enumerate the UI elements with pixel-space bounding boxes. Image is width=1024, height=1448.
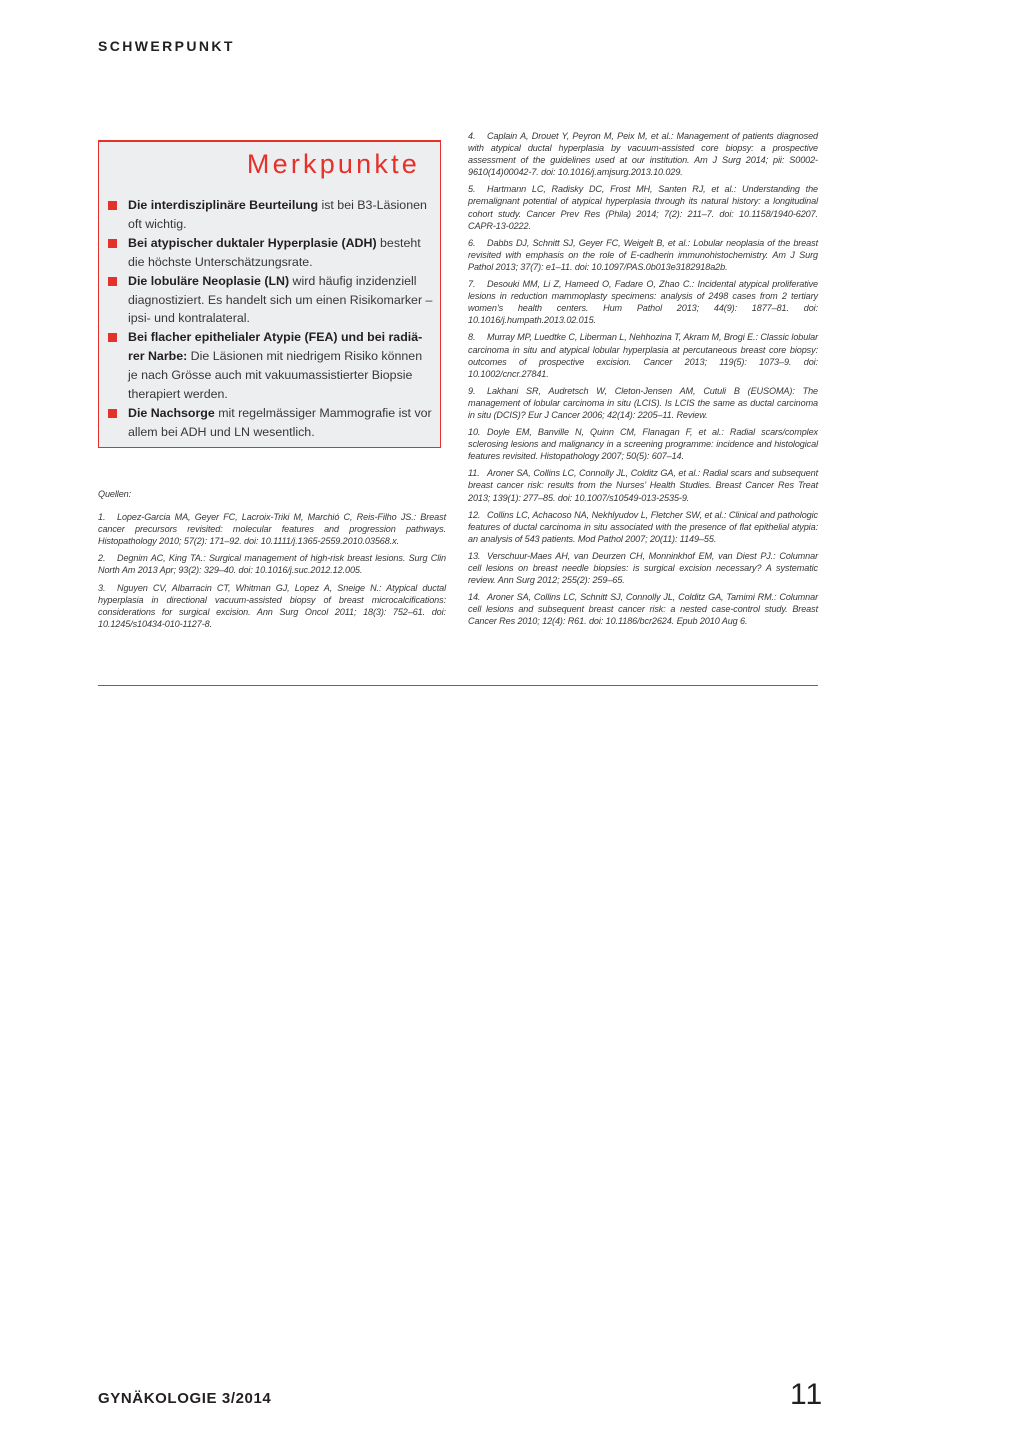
reference-text: Caplain A, Drouet Y, Peyron M, Peix M, et al.: Management of patients diagnosed with atypical ductal hyperplasia by vacuum-assisted core biopsy: a prospective assessment of the guidelines used at our institution. Am J Surg 2014; pii: S0002-9610(14)00042-7. doi: 10.1016/j.amjsurg.2013.10.029. bbox=[468, 131, 818, 178]
reference-item bbox=[468, 183, 818, 231]
merkpunkt-text: Die Läsionen mit niedrigem Risiko können je nach Grösse auch mit vakuumassistierter Biopsie therapiert werden. bbox=[128, 349, 423, 402]
merkpunkt-bold: Die interdisziplinäre Beurteilung bbox=[128, 198, 319, 212]
reference-text: Lakhani SR, Audretsch W, Cleton-Jensen AM, Cutuli B (EUSOMA): The management of lobular carcinoma in situ (LCIS). Is LCIS the same as ductal carcinoma in situ (DCIS)? Eur J Cancer 2006; 42(14): 2205–11. Review. bbox=[468, 385, 818, 420]
merkpunkt-text: ist bei B3-Läsionen oft wichtig. bbox=[128, 198, 427, 231]
reference-item bbox=[468, 278, 818, 326]
reference-number: 4. bbox=[468, 131, 476, 141]
reference-text: Aroner SA, Collins LC, Connolly JL, Colditz GA, et al.: Radial scars and subsequent breast cancer risk: results from the Nurses’ Health Studies. Breast Cancer Res Treat 2013; 139(1): 277–85. doi: 10.1007/s10549-013-2535-9. bbox=[468, 468, 818, 503]
reference-text: Hartmann LC, Radisky DC, Frost MH, Santen RJ, et al.: Understanding the premalignant potential of atypical hyperplasia through its natural history: a longitudinal cohort study. Cancer Prev Res (Phila) 2014; 7(2): 211–7. doi: 10.1158/1940-6207. CAPR-13-0222. bbox=[468, 184, 818, 231]
reference-number: 14. bbox=[468, 592, 481, 603]
merkpunkt-item bbox=[108, 196, 433, 234]
reference-number: 11. bbox=[468, 468, 480, 479]
reference-text: Dabbs DJ, Schnitt SJ, Geyer FC, Weigelt B, et al.: Lobular neoplasia of the breast revisited with emphasis on the role of E-cadherin immunohistochemistry. Am J Surg Pathol 2013; 37(7): e1–11. doi: 10.1097/PAS.0b013e3182918a2b. bbox=[468, 237, 818, 272]
merkpunkt-bold: Die lobuläre Neoplasie (LN) bbox=[128, 273, 290, 288]
reference-item bbox=[468, 467, 818, 503]
reference-text: Aroner SA, Collins LC, Schnitt SJ, Connolly JL, Colditz GA, Tamimi RM.: Columnar cell lesions and subsequent breast cancer risk: a nested case-control study. Breast Cancer Res 2010; 12(4): R61. doi: 10.1186/bcr2624. Epub 2010 Aug 6. bbox=[468, 592, 818, 627]
merkpunkt-item bbox=[108, 328, 433, 404]
reference-number: 3. bbox=[98, 582, 106, 593]
references-left-column bbox=[98, 488, 446, 635]
reference-number: 1. bbox=[98, 512, 106, 523]
section-divider-rule bbox=[98, 685, 818, 686]
section-label: SCHWERPUNKT bbox=[98, 38, 235, 54]
merkpunkt-bold: Bei flacher epithelialer Atypie (FEA) und bei radiärer Narbe: bbox=[128, 330, 423, 364]
merkpunkt-text: besteht die höchste Unterschätzungsrate. bbox=[128, 235, 421, 269]
merkpunkte-box bbox=[98, 140, 441, 448]
reference-item bbox=[98, 552, 446, 576]
bullet-square-icon bbox=[108, 333, 117, 342]
reference-item bbox=[468, 550, 818, 586]
reference-item bbox=[468, 591, 818, 627]
reference-number: 6. bbox=[468, 237, 476, 248]
references-right-column bbox=[468, 130, 818, 632]
reference-number: 5. bbox=[468, 184, 476, 195]
footer-page-number: 11 bbox=[790, 1378, 824, 1411]
reference-text: Collins LC, Achacoso NA, Nekhlyudov L, Fletcher SW, et al.: Clinical and pathologic features of ductal carcinoma in situ associated with the presence of flat epithelial atypia: an analysis of 543 patients. Mod Pathol 2007; 20(11): 1149–55. bbox=[468, 509, 818, 544]
reference-text: Nguyen CV, Albarracin CT, Whitman GJ, Lopez A, Sneige N.: Atypical ductal hyperplasia in directional vacuum-assisted biopsy of breast microcalcifications: considerations for surgical excision. Ann Surg Oncol 2011; 18(3): 752–61. doi: 10.1245/s10434-010-1127-8. bbox=[98, 582, 446, 629]
merkpunkte-list bbox=[108, 196, 433, 442]
reference-number: 12. bbox=[468, 509, 481, 520]
footer-journal-issue: GYNÄKOLOGIE 3/2014 bbox=[98, 1390, 272, 1407]
reference-item bbox=[468, 237, 818, 273]
merkpunkt-item bbox=[108, 272, 433, 329]
merkpunkt-item bbox=[108, 234, 433, 272]
reference-text: Degnim AC, King TA.: Surgical management of high-risk breast lesions. Surg Clin North Am 2013 Apr; 93(2): 329–40. doi: 10.1016/j.suc.2012.12.005. bbox=[98, 553, 446, 576]
merkpunkte-title: Merkpunkte bbox=[246, 149, 420, 179]
references-heading: Quellen: bbox=[98, 489, 132, 499]
reference-item bbox=[468, 331, 818, 379]
bullet-square-icon bbox=[108, 409, 117, 418]
merkpunkt-bold: Bei atypischer duktaler Hyperplasie (ADH) bbox=[128, 235, 377, 250]
merkpunkt-item bbox=[108, 404, 433, 442]
reference-text: Lopez-Garcia MA, Geyer FC, Lacroix-Triki M, Marchió C, Reis-Filho JS.: Breast cancer precursors revisited: molecular features and progression pathways. Histopathology 2010; 57(2): 171–92. doi: 10.1111/j.1365-2559.2010.03568.x. bbox=[98, 512, 446, 547]
bullet-square-icon bbox=[108, 277, 117, 286]
reference-item bbox=[468, 509, 818, 545]
reference-text: Murray MP, Luedtke C, Liberman L, Nehhozina T, Akram M, Brogi E.: Classic lobular carcinoma in situ and atypical lobular hyperplasia at percutaneous breast core biopsy: outcomes of prospective excision. Cancer 2013; 119(5): 1073–9. doi: 10.1002/cncr.27841. bbox=[468, 332, 818, 379]
reference-item bbox=[98, 511, 446, 547]
merkpunkt-text: wird häufig inzidenziell diagnostiziert. Es handelt sich um einen Risikomarker – ipsi- und kontralateral. bbox=[128, 273, 433, 326]
reference-text: Desouki MM, Li Z, Hameed O, Fadare O, Zhao C.: Incidental atypical proliferative lesions in reduction mammoplasty specimens: analysis of 2498 cases from 2 tertiary women’s health centers. Hum Pathol 2013; 44(9): 1877–81. doi: 10.1016/j.humpath.2013.02.015. bbox=[468, 279, 818, 326]
reference-item bbox=[468, 130, 818, 178]
reference-text: Verschuur-Maes AH, van Deurzen CH, Monninkhof EM, van Diest PJ.: Columnar cell lesions on breast needle biopsies: is surgical excision necessary? A systematic review. Ann Surg 2012; 255(2): 259–65. bbox=[468, 550, 818, 586]
reference-number: 8. bbox=[468, 332, 476, 343]
reference-number: 13. bbox=[468, 550, 481, 561]
reference-number: 10. bbox=[468, 427, 481, 438]
bullet-square-icon bbox=[108, 201, 117, 210]
reference-item bbox=[468, 385, 818, 421]
merkpunkt-text: mit regelmässiger Mammografie ist vor allem bei ADH und LN wesentlich. bbox=[128, 405, 432, 439]
reference-number: 2. bbox=[98, 553, 106, 564]
reference-number: 9. bbox=[468, 385, 476, 396]
reference-text: Doyle EM, Banville N, Quinn CM, Flanagan F, et al.: Radial scars/complex sclerosing lesions and malignancy in a screening programme: incidence and histological features revisited. Histopathology 2007; 50(5): 607–14. bbox=[468, 427, 818, 462]
reference-item bbox=[98, 582, 446, 630]
reference-number: 7. bbox=[468, 279, 476, 290]
merkpunkt-bold: Die Nachsorge bbox=[128, 405, 215, 420]
reference-item bbox=[468, 426, 818, 462]
bullet-square-icon bbox=[108, 239, 117, 248]
